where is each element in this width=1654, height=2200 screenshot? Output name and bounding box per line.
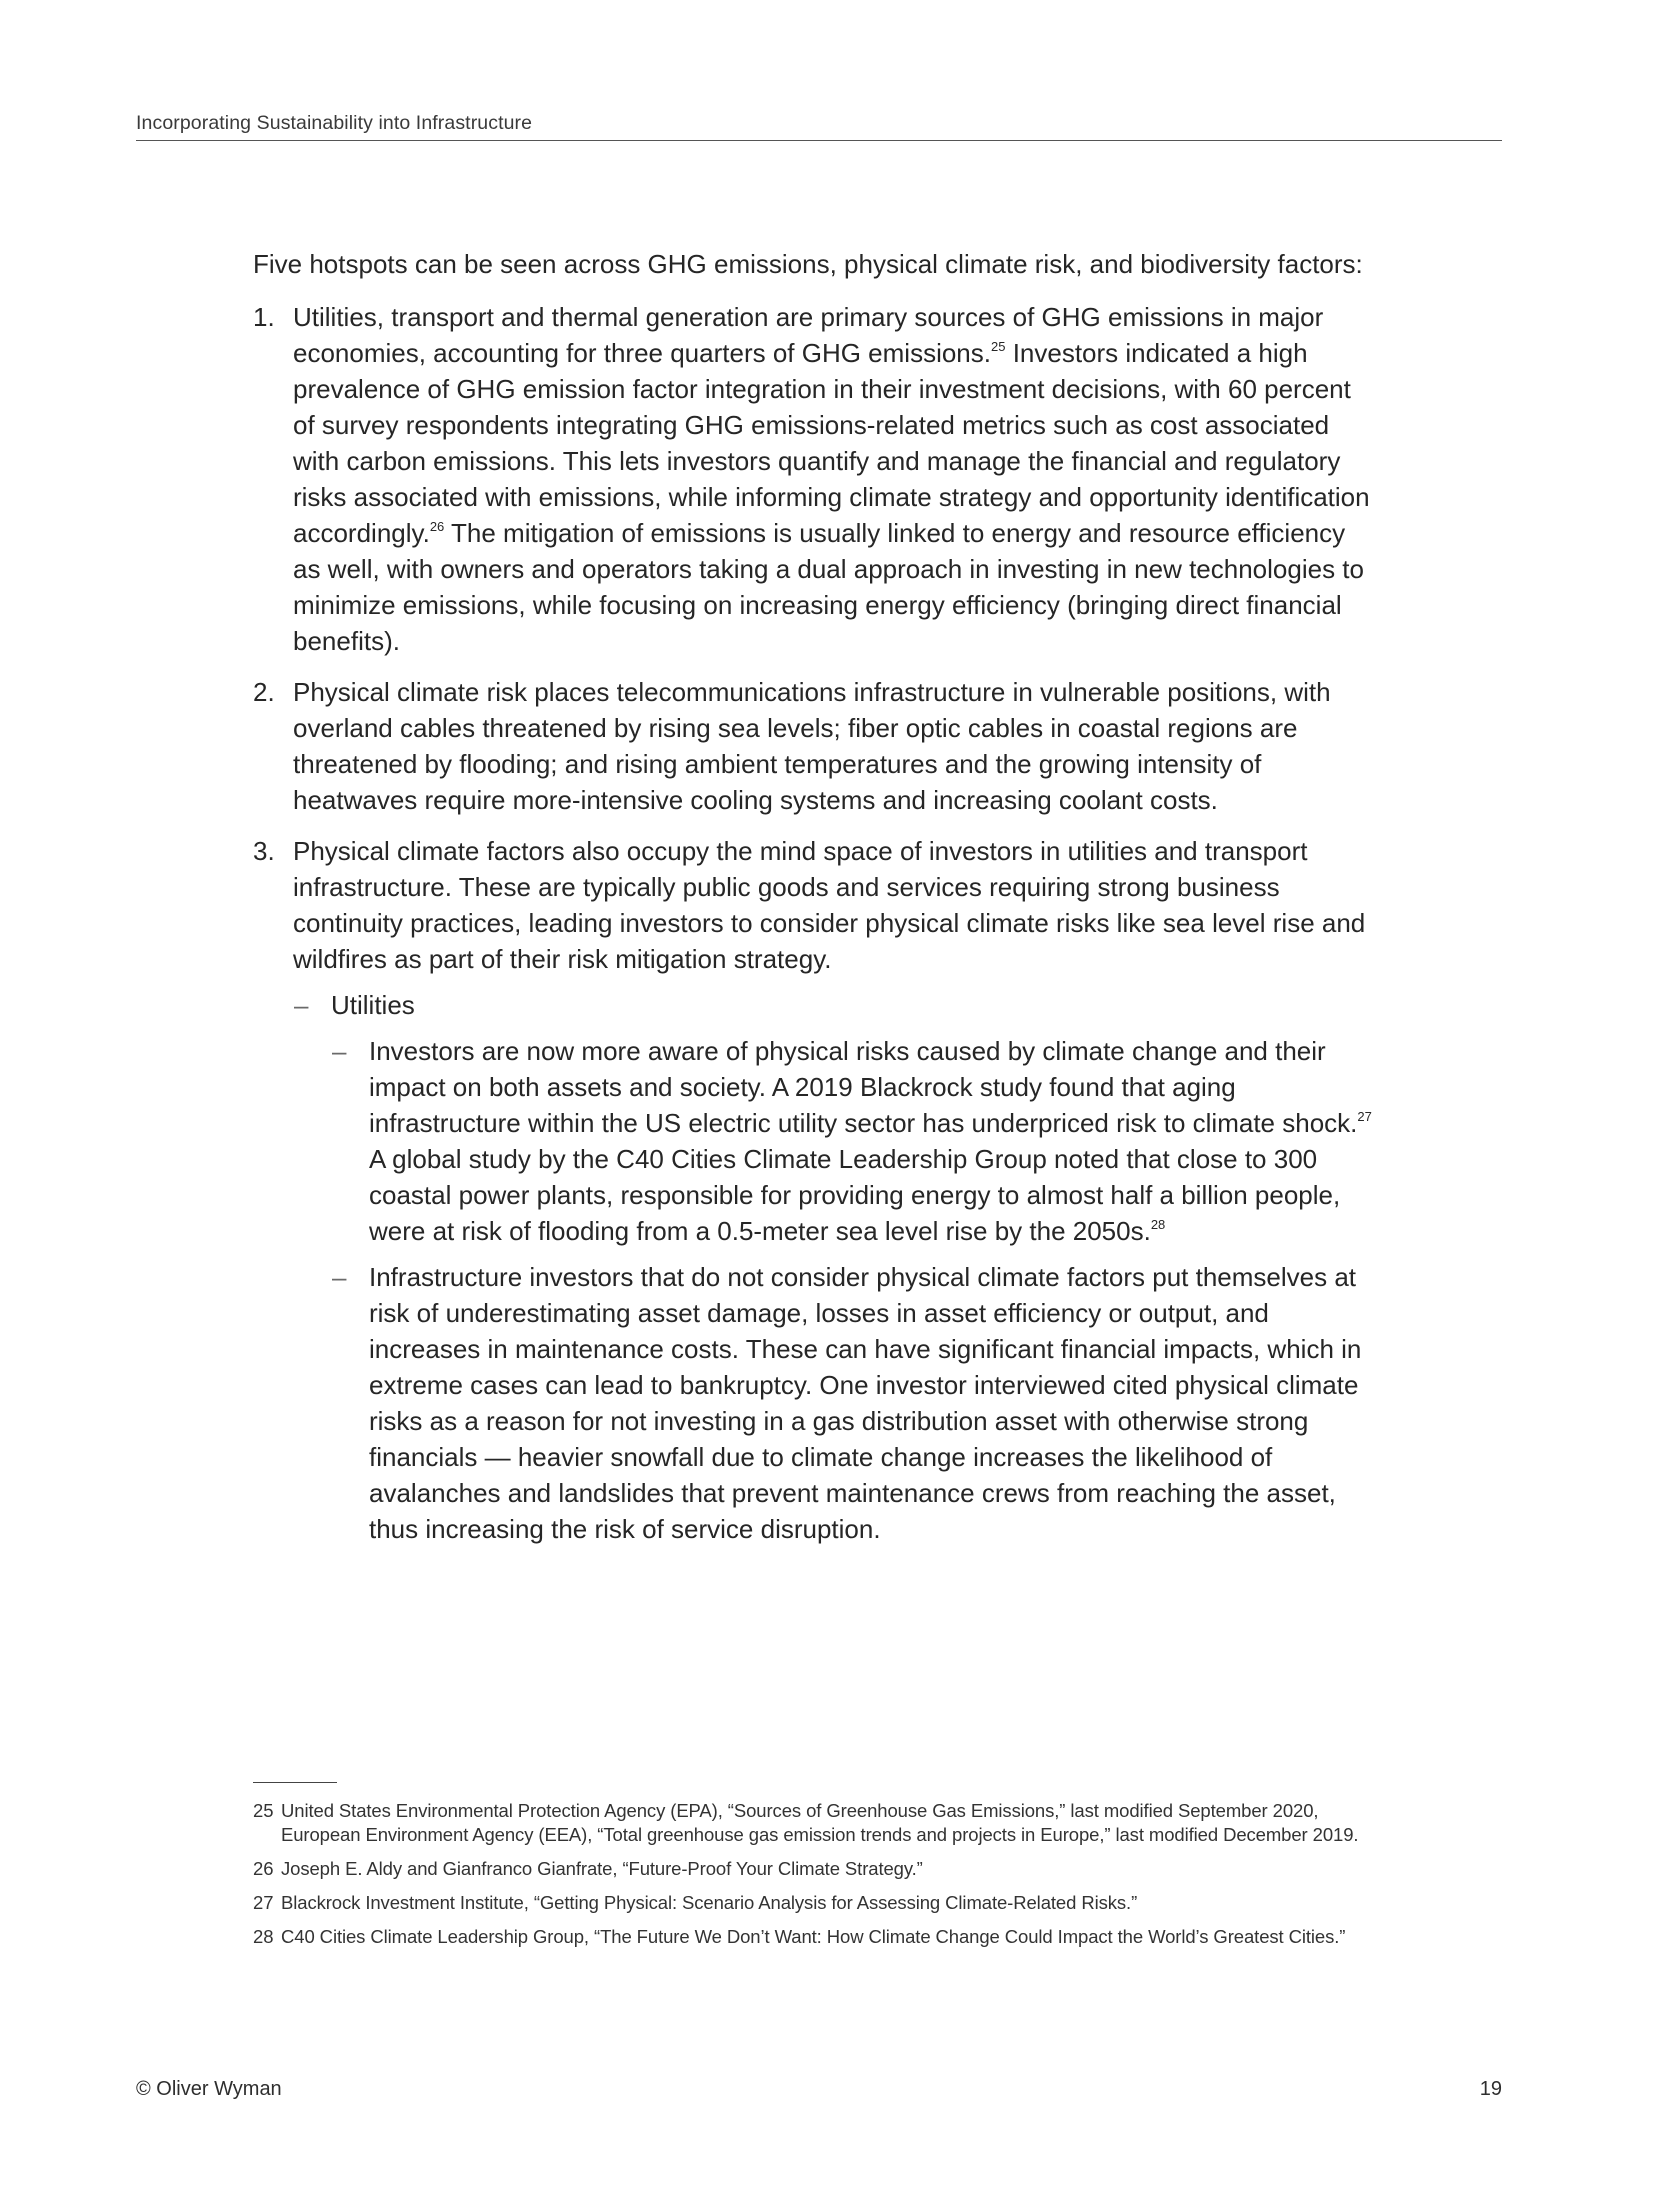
- footnote-text: Blackrock Investment Institute, “Getting Physical: Scenario Analysis for Assessing Climate-Related Risks.”: [281, 1892, 1138, 1913]
- running-header-title: Incorporating Sustainability into Infrastructure: [136, 112, 533, 134]
- nested-item-text: A global study by the C40 Cities Climate Leadership Group noted that close to 300 coastal power plants, responsible for providing energy to almost half a billion people, were at risk of flooding from a 0.5-meter sea level rise by the 2050s.: [369, 1144, 1341, 1246]
- list-item: [253, 674, 1373, 818]
- footnote-text: Joseph E. Aldy and Gianfranco Gianfrate, “Future-Proof Your Climate Strategy.”: [281, 1858, 923, 1879]
- list-number: 2.: [253, 677, 275, 707]
- footnote-number: 28: [253, 1926, 274, 1947]
- footnote-number: 27: [253, 1892, 274, 1913]
- intro-paragraph: Five hotspots can be seen across GHG emissions, physical climate risk, and biodiversity factors:: [253, 249, 1363, 279]
- list-number: 3.: [253, 836, 275, 866]
- main-content: [253, 246, 1373, 1562]
- footnote-ref: 26: [429, 519, 445, 535]
- footnote-ref: 28: [1150, 1217, 1166, 1233]
- nested-item-text: Investors are now more aware of physical risks caused by climate change and their impact on both assets and society. A 2019 Blackrock study found that aging infrastructure within the US electric utility sector has underpriced risk to climate shock.: [369, 1036, 1358, 1138]
- footnotes-section: [253, 1799, 1373, 1959]
- footnote: [253, 1925, 1373, 1949]
- list-item-text: Utilities, transport and thermal generation are primary sources of GHG emissions in major economies, accounting for three quarters of GHG emissions.: [293, 302, 1324, 368]
- nested-list-item: [331, 1259, 1373, 1547]
- list-item: [253, 833, 1373, 1547]
- list-item: [253, 299, 1373, 659]
- dash-marker: –: [332, 1262, 347, 1292]
- list-item-text: Physical climate risk places telecommunications infrastructure in vulnerable positions, with overland cables threatened by rising sea levels; fiber optic cables in coastal regions are threatened by flooding; and rising ambient temperatures and the growing intensity of heatwaves require more-intensive cooling systems and increasing coolant costs.: [293, 677, 1331, 815]
- sub-list: [293, 987, 1373, 1547]
- footnote-number: 25: [253, 1800, 274, 1821]
- sub-list-item: [293, 987, 1373, 1547]
- footnote-text: United States Environmental Protection Agency (EPA), “Sources of Greenhouse Gas Emissions,” last modified September 2020, European Environment Agency (EEA), “Total greenhouse gas emission trends and projects in Europe,” last modified December 2019.: [281, 1800, 1359, 1845]
- hotspot-list: [253, 299, 1373, 1547]
- dash-marker: –: [332, 1036, 347, 1066]
- list-item-text: Physical climate factors also occupy the mind space of investors in utilities and transport infrastructure. These are typically public goods and services requiring strong business continuity practices, leading investors to consider physical climate risks like sea level rise and wildfires as part of their risk mitigation strategy.: [293, 836, 1366, 974]
- footnote: [253, 1857, 1373, 1881]
- list-number: 1.: [253, 302, 275, 332]
- footnote-number: 26: [253, 1858, 274, 1879]
- footnote: [253, 1799, 1373, 1847]
- nested-item-text: Infrastructure investors that do not consider physical climate factors put themselves at risk of underestimating asset damage, losses in asset efficiency or output, and increases in maintenance costs. These can have significant financial impacts, which in extreme cases can lead to bankruptcy. One investor interviewed cited physical climate risks as a reason for not investing in a gas distribution asset with otherwise strong financials — heavier snowfall due to climate change increases the likelihood of avalanches and landslides that prevent maintenance crews from reaching the asset, thus increasing the risk of service disruption.: [369, 1262, 1362, 1544]
- dash-marker: –: [294, 990, 309, 1020]
- sub-list-label: Utilities: [331, 990, 415, 1020]
- nested-list-item: [331, 1033, 1373, 1249]
- list-item-text: Investors indicated a high prevalence of GHG emission factor integration in their investment decisions, with 60 percent of survey respondents integrating GHG emissions-related metrics such as cost associated with carbon emissions. This lets investors quantify and manage the financial and regulatory risks associated with emissions, while informing climate strategy and opportunity identification accordingly.: [293, 338, 1370, 548]
- footer-copyright: © Oliver Wyman: [136, 2078, 282, 2100]
- footnote-text: C40 Cities Climate Leadership Group, “The Future We Don’t Want: How Climate Change Could Impact the World’s Greatest Cities.”: [281, 1926, 1346, 1947]
- footnote-ref: 27: [1357, 1109, 1372, 1125]
- list-item-text: The mitigation of emissions is usually linked to energy and resource efficiency as well, with owners and operators taking a dual approach in investing in new technologies to minimize emissions, while focusing on increasing energy efficiency (bringing direct financial benefits).: [293, 518, 1364, 656]
- page-number: 19: [1479, 2078, 1502, 2100]
- nested-sub-list: [331, 1033, 1373, 1547]
- footnote-divider: [253, 1782, 337, 1783]
- header-divider: [136, 140, 1502, 141]
- footnote: [253, 1891, 1373, 1915]
- footnote-ref: 25: [991, 339, 1006, 355]
